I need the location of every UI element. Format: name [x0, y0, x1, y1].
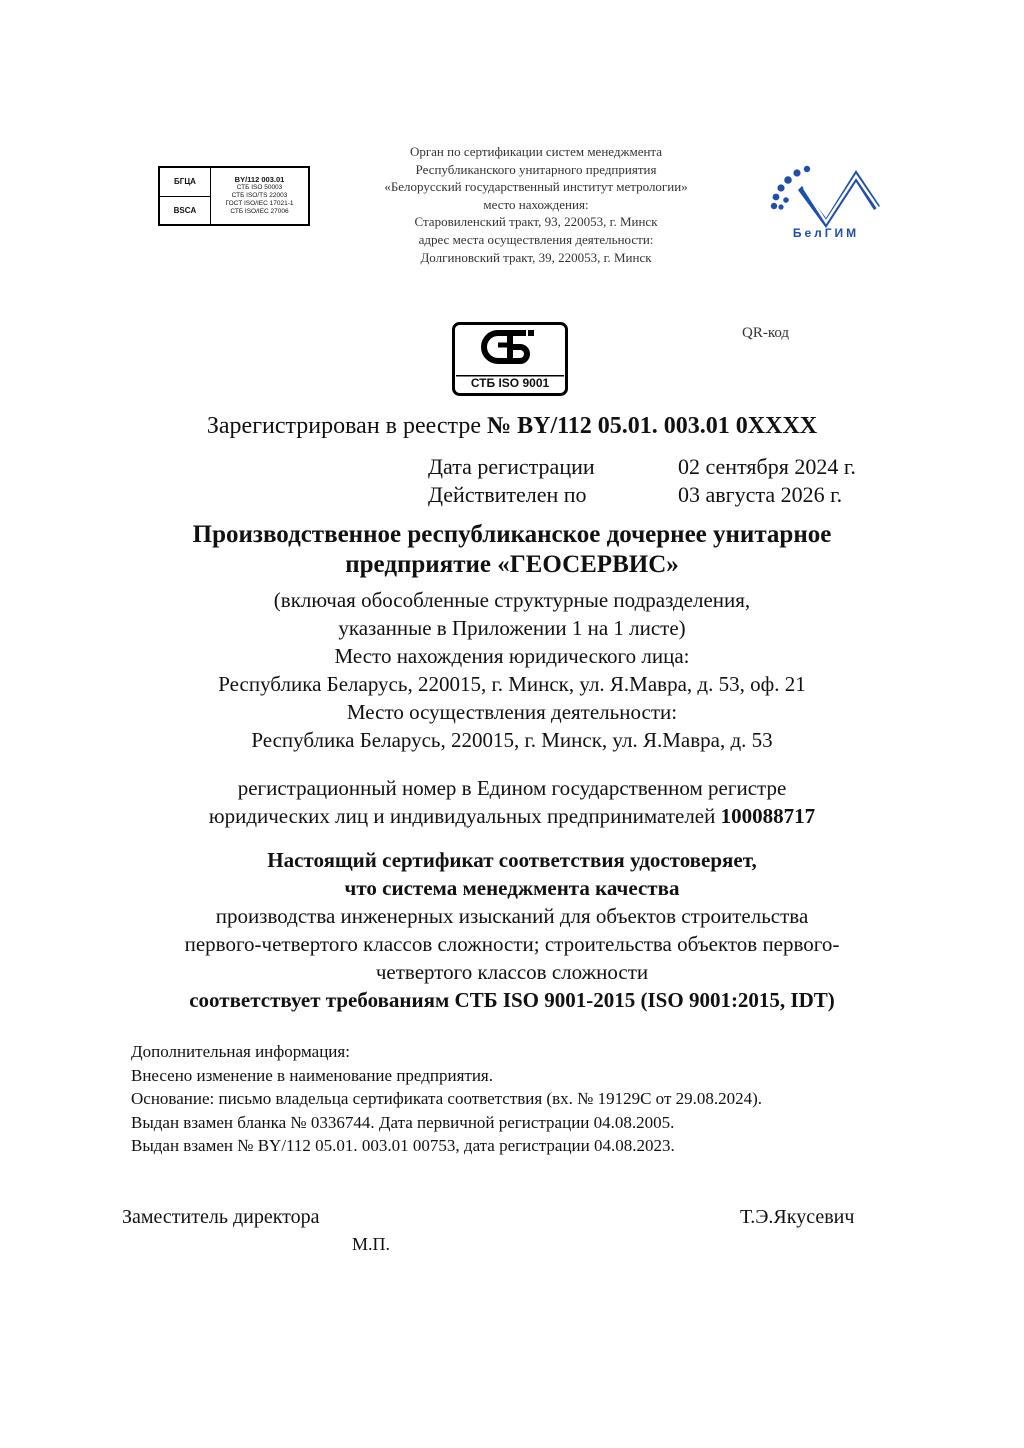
organ-line: Долгиновский тракт, 39, 220053, г. Минск — [420, 249, 652, 265]
accreditation-standard: СТБ ISO 50003 — [236, 184, 283, 191]
registration-date-label: Дата регистрации — [428, 454, 595, 479]
note-line: (включая обособленные структурные подразделения, — [273, 588, 751, 612]
additional-info-line: Выдан взамен бланка № 0336744. Дата первичной регистрации 04.08.2005. — [131, 1112, 675, 1132]
legal-address-label: Место нахождения юридического лица: — [334, 644, 690, 668]
accreditation-standard: ГОСТ ISO/IEC 17021-1 — [225, 200, 294, 207]
organ-line: место нахождения: — [483, 196, 589, 212]
additional-info-line: Основание: письмо владельца сертификата соответствия (вх. № 19129С от 29.08.2024). — [131, 1089, 763, 1109]
company-name — [100, 520, 924, 580]
activity-address: Республика Беларусь, 220015, г. Минск, ул. Я.Мавра, д. 53 — [251, 728, 773, 752]
organ-line: адрес места осуществления деятельности: — [418, 231, 654, 247]
accreditation-number: BY/112 003.01 — [234, 175, 285, 184]
additional-info — [131, 1040, 951, 1158]
stb-iso-9001-mark — [452, 322, 568, 396]
additional-info-line: Внесено изменение в наименование предприятия. — [131, 1065, 493, 1085]
accreditation-code-en: BSCA — [173, 205, 197, 215]
additional-info-line: Выдан взамен № BY/112 05.01. 003.01 00753, дата регистрации 04.08.2023. — [131, 1136, 675, 1156]
certificate-line: Настоящий сертификат соответствия удостоверяет, — [267, 848, 757, 872]
accreditation-badge — [158, 166, 310, 226]
qr-code-label: QR-код — [742, 325, 790, 341]
registry-line — [0, 413, 1024, 440]
register-text-line: юридических лиц и индивидуальных предпринимателей — [208, 804, 716, 828]
subdivisions-note — [60, 586, 964, 754]
accreditation-standard: СТБ ISO/TS 22003 — [231, 192, 288, 199]
seal-placeholder: М.П. — [352, 1234, 391, 1254]
scope-line: производства инженерных изысканий для объектов строительства — [215, 904, 809, 928]
accreditation-standard: СТБ ISO/IEC 27006 — [230, 208, 289, 215]
certificate-line: что система менеджмента качества — [344, 876, 680, 900]
state-register-info — [60, 774, 964, 830]
scope-line: первого-четвертого классов сложности; строительства объектов первого- — [184, 932, 840, 956]
valid-until-label: Действителен по — [428, 482, 587, 507]
belgim-logo — [768, 160, 888, 240]
certificate-statement — [60, 846, 964, 1014]
signatory-name: Т.Э.Якусевич — [740, 1206, 855, 1228]
organ-line: «Белорусский государственный институт метрологии» — [384, 179, 688, 195]
valid-until-value: 03 августа 2026 г. — [678, 482, 843, 507]
organ-line: Орган по сертификации систем менеджмента — [409, 144, 663, 159]
stb-mark-text: СТБ ISO 9001 — [470, 376, 550, 390]
register-number: 100088717 — [720, 804, 816, 828]
accreditation-code-ru: БГЦА — [160, 168, 210, 197]
note-line: указанные в Приложении 1 на 1 листе) — [338, 616, 686, 640]
organ-line: Старовиленский тракт, 93, 220053, г. Минск — [414, 214, 658, 230]
additional-info-line: Дополнительная информация: — [131, 1042, 350, 1061]
registry-prefix: Зарегистрирован в реестре — [206, 413, 481, 439]
registration-date-value: 02 сентября 2024 г. — [678, 454, 856, 479]
belgim-logo-text: БелГИМ — [792, 226, 860, 240]
activity-address-label: Место осуществления деятельности: — [346, 700, 678, 724]
signatory-position: Заместитель директора — [122, 1206, 320, 1228]
register-text-line: регистрационный номер в Едином государственном регистре — [237, 776, 787, 800]
conformity-line: соответствует требованиям СТБ ISO 9001-2015 (ISO 9001:2015, IDT) — [189, 988, 835, 1012]
organ-line: Республиканского унитарного предприятия — [415, 161, 657, 177]
certification-body-info — [330, 143, 742, 266]
scope-line: четвертого классов сложности — [375, 960, 649, 984]
company-name-line: Производственное республиканское дочернее унитарное — [192, 521, 832, 548]
registry-number: № BY/112 05.01. 003.01 0XXXX — [486, 413, 818, 439]
company-name-line: предприятие «ГЕОСЕРВИС» — [345, 551, 679, 578]
legal-address: Республика Беларусь, 220015, г. Минск, ул. Я.Мавра, д. 53, оф. 21 — [218, 672, 806, 696]
